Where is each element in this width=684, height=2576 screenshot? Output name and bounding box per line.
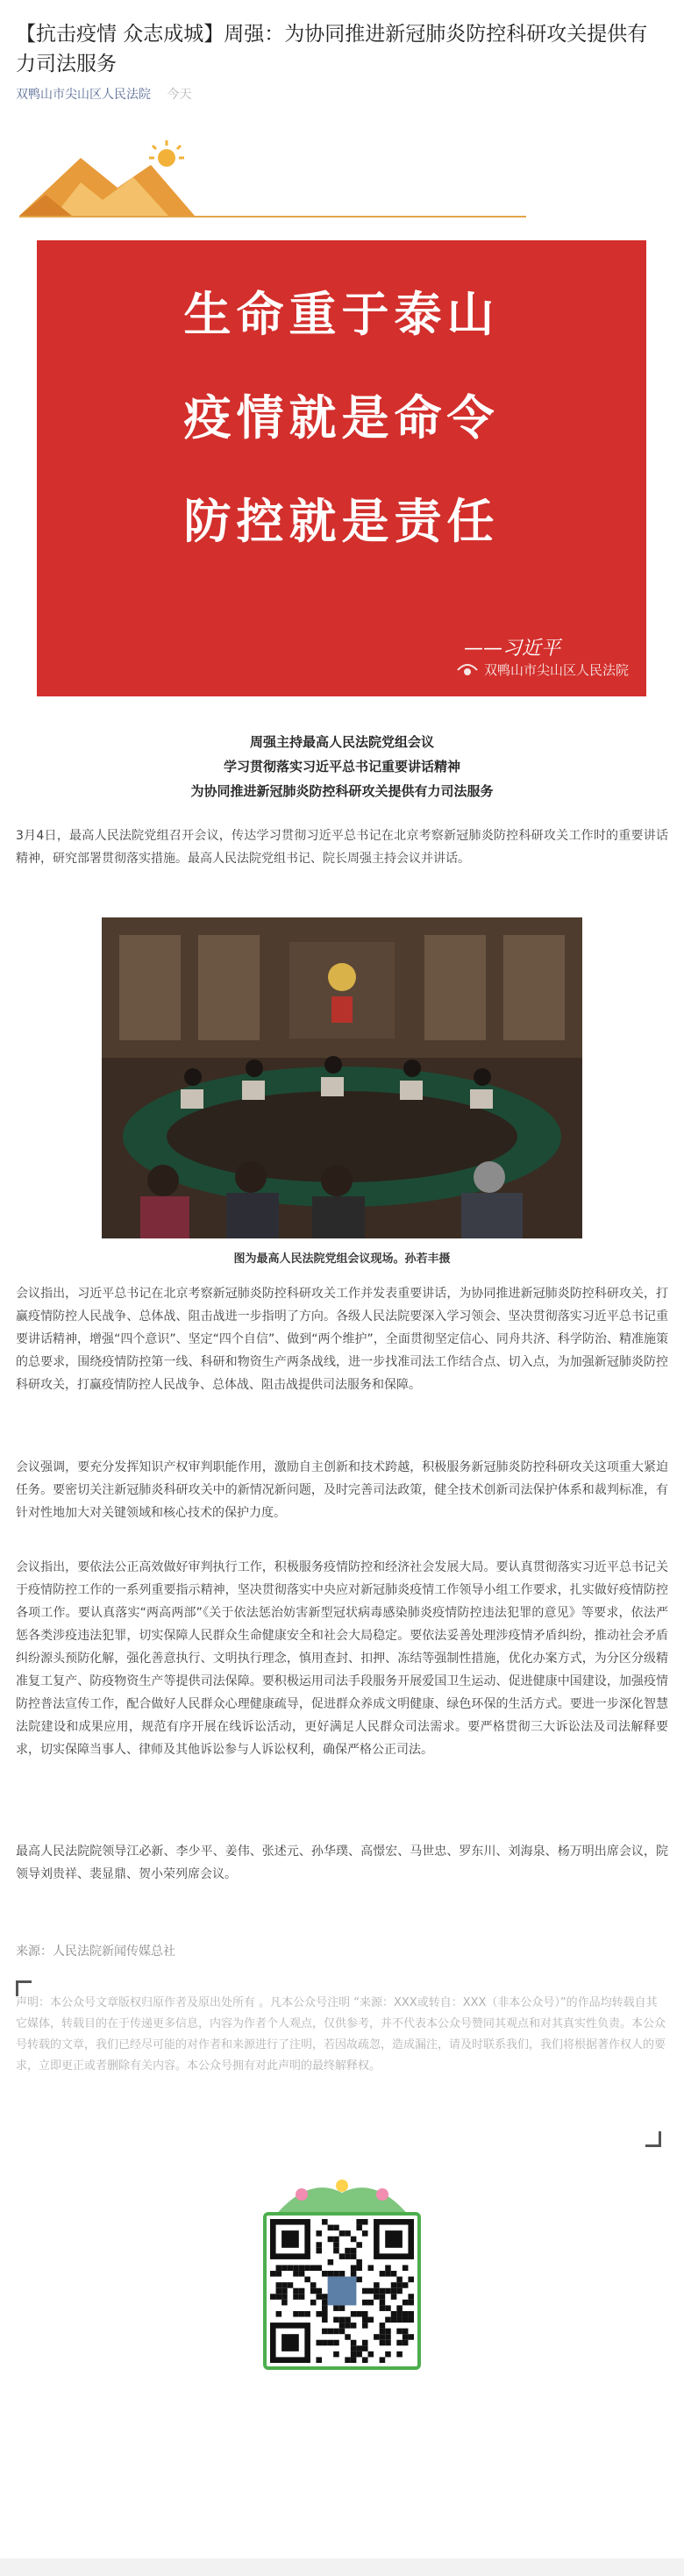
watermark-text: 双鸭山市尖山区人民法院 (483, 661, 629, 678)
paragraph-1: 3月4日，最高人民法院党组召开会议，传达学习贯彻习近平总书记在北京考察新冠肺炎防控科研攻关工作时的重要讲话精神，研究部署贯彻落实措施。最高人民法院党组书记、院长周强主持会议并讲话。 (16, 829, 668, 866)
poster-slogan-3: 防控就是责任 (183, 494, 500, 549)
headline-line-1: 周强主持最高人民法院党组会议 (249, 734, 434, 750)
paragraph-4: 会议指出，要依法公正高效做好审判执行工作，积极服务疫情防控和经济社会发展大局。要认真贯彻落实习近平总书记关于疫情防控工作的一系列重要指示精神，坚决贯彻落实中央应对新冠肺炎疫情工作领导小组工作要求，扎实做好疫情防控各项工作。要认真落实“两高两部”《关于依法惩治妨害新型冠状病毒感染肺炎疫情防控违法犯罪的意见》等要求，依法严惩各类涉疫违法犯罪，切实保障人民群众生命健康安全和社会大局稳定。要依法妥善处理涉疫情矛盾纠纷，推动社会矛盾纠纷源头预防化解，强化善意执行、文明执行理念，慎用查封、扣押、冻结等强制性措施，优化办案方式，为分区分级精准复工复产、防疫物资生产等提供司法保障。要积极运用司法手段服务开展爱国卫生运动、促进健康中国建设，加强疫情防控普法宣传工作，配合做好人民群众心理健康疏导，促进群众养成文明健康、绿色环保的生活方式。要进一步深化智慧法院建设和成果应用，规范有序开展在线诉讼活动，更好满足人民群众司法需求。要严格贯彻三大诉讼法及司法解释要求，切实保障当事人、律师及其他诉讼参与人诉讼权利，确保严格公正司法。 (16, 1560, 668, 1757)
quote-corner-bottom-right (645, 2131, 661, 2147)
slogan-poster (37, 240, 646, 696)
poster-watermark (456, 660, 629, 679)
source-line: 来源：人民法院新闻传媒总社 (16, 1944, 175, 1959)
paragraph-2: 会议指出，习近平总书记在北京考察新冠肺炎防控科研攻关工作并发表重要讲话，为协同推进新冠肺炎防控科研攻关，打赢疫情防控人民战争、总体战、阻击战进一步指明了方向。各级人民法院要深入学习领会、坚决贯彻落实习近平总书记重要讲话精神，增强“四个意识”、坚定“四个自信”、做到“两个维护”，全面贯彻坚定信心、同舟共济、科学防治、精准施策的总要求，围绕疫情防控第一线、科研和物资生产两条战线，进一步找准司法工作结合点、切入点，为加强新冠肺炎防控科研攻关，打赢疫情防控人民战争、总体战、阻击战提供司法服务和保障。 (16, 1287, 668, 1392)
paragraph-3: 会议强调，要充分发挥知识产权审判职能作用，激励自主创新和技术跨越，积极服务新冠肺炎防控科研攻关这项重大紧迫任务。要密切关注新冠肺炎科研攻关中的新情况新问题，及时完善司法政策，健全技术创新司法保护体系和裁判标准，有针对性地加大对关键领域和核心技术的保护力度。 (16, 1460, 668, 1520)
flower-decoration-icon (256, 2166, 428, 2219)
headline-line-3: 为协同推进新冠肺炎防控科研攻关提供有力司法服务 (190, 783, 494, 799)
article-title: 【抗击疫情 众志成城】周强：为协同推进新冠肺炎防控科研攻关提供有力司法服务 (16, 23, 648, 75)
qr-code-frame (263, 2212, 421, 2370)
copyright-disclaimer: 声明：本公众号文章版权归原作者及原出处所有 。凡本公众号注明 “来源：XXX或转自：XXX（非本公众号）”的作品均转载自其它媒体，转载目的在于传递更多信息，内容为作者个人观点，仅供参考，并不代表本公众号赞同其观点和对其真实性负责。本公众号转载的文章，我们已经尽可能的对作者和来源进行了注明，若因故疏忽，造成漏注，请及时联系我们，我们将根据著作权人的要求，立即更正或者删除有关内容。本公众号拥有对此声明的最终解释权。 (16, 1996, 666, 2073)
court-emblem-icon (456, 660, 479, 679)
qr-code-card[interactable] (256, 2166, 428, 2373)
bottom-bar (0, 2558, 684, 2576)
account-name-link[interactable]: 双鸭山市尖山区人民法院 (16, 88, 151, 102)
publish-date: 今天 (167, 88, 192, 102)
headline-line-2: 学习贯彻落实习近平总书记重要讲话精神 (223, 759, 460, 774)
header-divider (19, 216, 526, 218)
poster-author: ——习近平 (463, 638, 560, 660)
photo-caption: 图为最高人民法院党组会议现场。孙若丰摄 (233, 1252, 451, 1266)
poster-slogan-2: 疫情就是命令 (183, 390, 500, 446)
headline-block (0, 730, 684, 803)
paragraph-5: 最高人民法院院领导江必新、李少平、姜伟、张述元、孙华璞、高憬宏、马世忠、罗东川、刘海泉、杨万明出席会议，院领导刘贵祥、裴显鼎、贺小荣列席会议。 (16, 1845, 668, 1881)
meeting-photo (102, 917, 582, 1238)
poster-slogan-1: 生命重于泰山 (183, 287, 500, 342)
qr-code-icon (270, 2219, 414, 2363)
article-meta (16, 85, 191, 103)
mountain-sun-icon (19, 139, 545, 218)
